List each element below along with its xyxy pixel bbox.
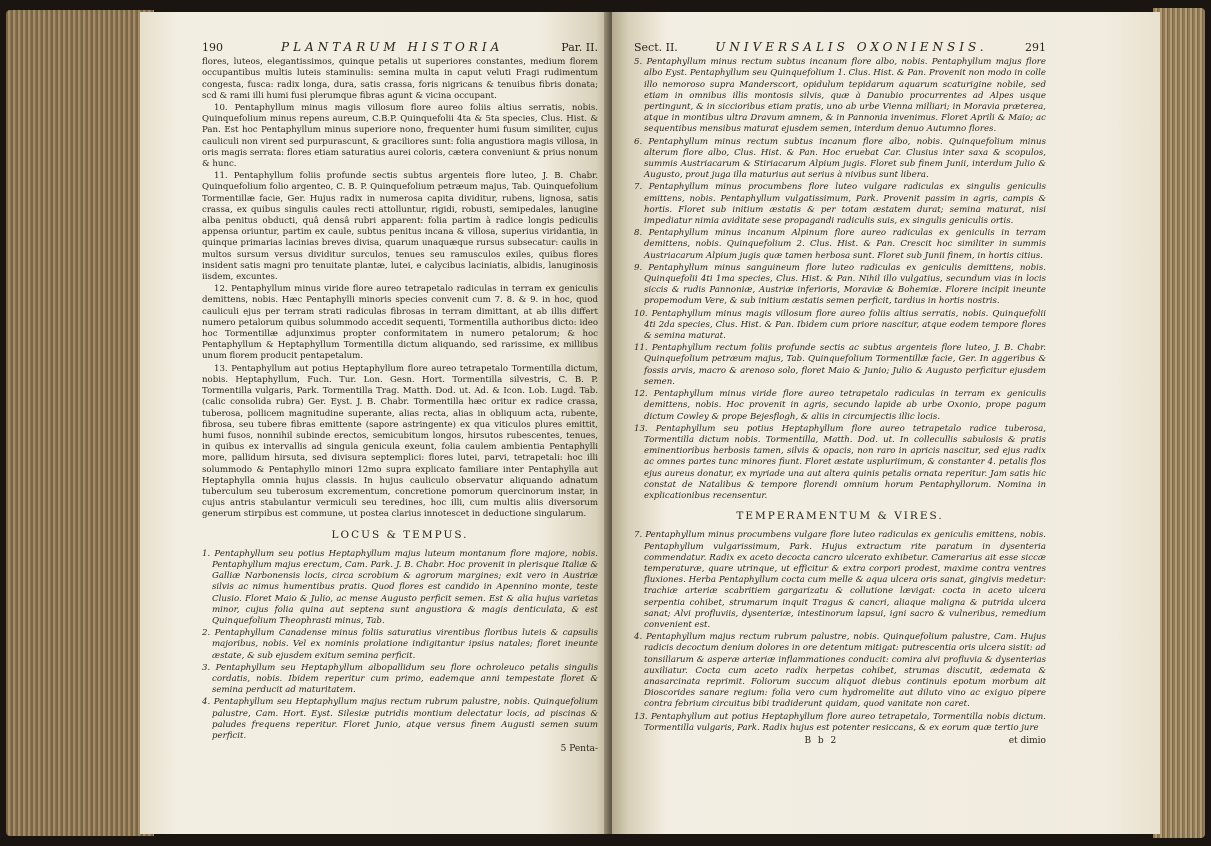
locus-item: 4. Pentaphyllum seu Heptaphyllum majus rectum rubrum palustre, nobis. Quinquefolium palustre, Cam. Hort. Eyst. Silesiæ putridis montium delectatur locis, ad piscinas & paludes frequens reperitur. Floret Junio, atque versus finem Augusti semen suum perficit. [202,697,598,741]
left-paragraph: 12. Pentaphyllum minus viride flore aureo tetrapetalo radiculas in terram ex geniculis demittens, nobis. Hæc Pentaphylli minoris species convenit cum 7. 8. & 9. in hoc, quod cauliculi ejus per terram strati radiculas fibrosas in terram dimittant, at ab illis differt numero petalorum quibus solummodo accedit sequenti, Tormentilla authoribus dicto: ideo hoc Tormentillæ adjunximus propter conformitatem in numero petalorum; & hoc Pentaphyllum & Heptaphyllum Tormentilla dictum aliquando, sed rarissime, ex millibus unum florem producit pentapetalum. [202,284,598,362]
left-paragraph: 13. Pentaphyllum aut potius Heptaphyllum flore aureo tetrapetalo Tormentilla dictum, nobis. Heptaphyllum, Fuch. Tur. Lon. Gesn. Hort. Tormentilla silvestris, C. B. P. Tormentilla vulgaris, Park. Tormentilla Trag. Matth. Dod. ut. Ad. & Icon. Lob. Lugd. Tab. (calic consolida rubra) Ger. Eyst. J. B. Chabr. Tormentilla hæc oritur ex radice crassa, tuberosa, pollicem magnitudine superante, alias recta, alias in obliquum acta, rubente, fibrosa, seu tubere fibras emittente (sapore astringente) ex qua viticulos plures emittit, humi fusos, nonnihil subinde erectos, semicubitum longos, hirsutos rubescentes, tenues, in quibus ex intervallis ad singula genicula exeunt, folia caulem ambientia Pentaphylli more, pallidum hirsuta, sed divisura septemplici: flores lutei, parvi, tetrapetali: hoc illi solummodo & Pentaphyllo minori 12mo supra explicato familiare inter Pentaphylla aut Heptaphylla omnia hujus classis. In hujus cauliculo observatur aliquando adnatum tuberculum seu tuberosum excrementum, concretione pomorum quercinorum instar, in cujus antris stabulantur vermiculi seu teredines, hoc illi, cum multis aliis diversorum generum stirpibus est commune, ut postea clarius innotescet in deductione singularum. [202,363,598,520]
right-footer-row [634,736,1046,747]
left-paragraph: flores, luteos, elegantissimos, quinque petalis ut superiores constantes, medium florem occupantibus multis luteis staminulis: semina multa in caput veluti Fragi rudimentum congesta, fusca: radix longa, dura, satis crassa, foris nigricans & tenuibus fibris donata; scd & rami illi humi fusi plerumque fibras agunt & vicina occupant. [202,57,598,101]
page-edges-right [1153,8,1205,838]
left-running-head [202,42,598,53]
locus-item: 10. Pentaphyllum minus magis villosum flore aureo foliis altius serratis, nobis. Quinquefolii 4ti 2da species, Clus. Hist. & Pan. Ibidem cum priore nascitur, atque eodem tempore flores & semina maturat. [634,308,1046,342]
locus-item: 11. Pentaphyllum rectum foliis profunde sectis ac subtus argenteis flore luteo, J. B. Chabr. Quinquefolium petræum majus, Tab. Quinquefolium Tormentillæ facie, Ger. In aggeribus & fossis arvis, macro & arenoso solo, floret Maio & Junio; Julio & Augusto perficitur ejusdem semen. [634,343,1046,387]
left-catchword-row [202,744,598,755]
page-edges-left [6,10,154,836]
left-page-content [202,42,598,755]
left-section-label: Par. II. [561,41,598,54]
locus-item: 13. Pentaphyllum seu potius Heptaphyllum flore aureo tetrapetalo radice tuberosa, Tormentilla dictum nobis. Tormentilla, Matth. Dod. ut. In collecullis sabulosis & pratis eminentioribus herbosis tamen, silvis & opacis, non raro in apricis nascitur, sed ejus radix ac omnes partes tunc minores fiunt. Floret æstate uspluriimum, & constanter 4. petalis flos ejus aureus donatur, ex myriade una aut altera quinis petalis ornata reperitur. Jam satis hic constat de Natalibus & tempore florendi omnium horum Pentaphyllorum. Nomina in explicationibus recensentur. [634,423,1046,501]
right-running-title: UNIVERSALIS OXONIENSIS. [715,40,988,54]
left-paragraph: 10. Pentaphyllum minus magis villosum flore aureo foliis altius serratis, nobis. Quinquefolium minus repens aureum, C.B.P. Quinquefolii 4ta & 5ta species, Clus. Hist. & Pan. Est hoc Pentaphyllum minus superiore nono, frequenter humi fusum similiter, cujus cauliculi non virent sed purpurascunt, & graciliores sunt: folia angustiora magis villosa, in oris magis serrata: flores etiam saturatius aurei coloris, cætera conveniunt & prius nonum & hunc. [202,103,598,170]
signature-mark: B b 2 [804,735,839,746]
locus-item: 5. Pentaphyllum minus rectum subtus incanum flore albo, nobis. Pentaphyllum majus flore albo Eyst. Pentaphyllum seu Quinquefolium 1. Clus. Hist. & Pan. Provenit non modo in colle illo nemoroso supra Manderscort, opidulum tepidarum aquarum scaturigine nobile, sed etiam in omnibus illis montosis silvis, quæ à Danubio procurrentes ad Alpes usque pertingunt, & in siccioribus etiam pratis, uno ab urbe Vienna milliari; in Moravia præterea, atque in montibus ultra Dravum amnem, & in Pannonia invenimus. Floret Aprili & Maio; ac sequentibus mensibus maturat ejusdem semen, interdum denuo Autumno flores. [634,57,1046,135]
locus-item: 6. Pentaphyllum minus rectum subtus incanum flore albo, nobis. Quinquefolium minus alterum flore albo, Clus. Hist. & Pan. Hoc eruebat Car. Clusius inter saxa & scopulos, summis Austriacarum & Stiriacarum Alpium jugis. Floret sub finem Junii, interdum Julio & Augusto, prout juga illa maturius aut serius à nivibus sunt libera. [634,136,1046,181]
temperamentum-heading: TEMPERAMENTUM & VIRES. [736,510,944,523]
vires-item: 4. Pentaphyllum majus rectum rubrum palustre, nobis. Quinquefolium palustre, Cam. Hujus radicis decoctum denium dolores in ore detentum mitigat: putrescentia oris ulcera sistit: ad tonsillarum & asperæ arteriæ inflammationes conducit: comira alvi profluvia & dysenterias auxiliatur. Cocta cum aceto radix herpetas cohibet, strumas discutit, ædemata & anasarcinata reprimit. Foliorum succum aliquot diebus continuis epotum morbum ait Dioscorides sanare regium: folia vero cum hydromelite aut diluto vino ac exiguo pipere contra febrium circuitus bibi tradiderunt quidam, quod vanitate non caret. [634,632,1046,710]
locus-item: 7. Pentaphyllum minus procumbens flore luteo vulgare radiculas ex singulis geniculis emittens, nobis. Pentaphyllum vulgatissimum, Park. Provenit passim in agris, campis & hortis. Floret sub initium æstatis & per totam æstatem durat; semina maturat, nisi impediatur nimia aviditate sese propagandi radiculis suis, ex singulis geniculis ortis. [634,182,1046,227]
left-catchword: 5 Penta- [560,744,598,755]
right-page [612,12,1160,834]
vires-item: 13. Pentaphyllum aut potius Heptaphyllum flore aureo tetrapetalo, Tormentilla nobis dictum. Tormentilla vulgaris, Park. Radix hujus est potenter resiccans, & ex eorum quæ tertio jure [634,711,1046,733]
locus-item: 2. Pentaphyllum Canadense minus foliis saturatius virentibus floribus luteis & capsulis majoribus, nobis. Vel ex nominis prolatione indigitantur ipsius natales; floret ineunte æstate, & sub ejusdem exitum semina perficit. [202,628,598,661]
right-running-head [634,42,1046,53]
locus-item: 8. Pentaphyllum minus incanum Alpinum flore aureo radiculas ex geniculis in terram demittens, nobis. Quinquefolium 2. Clus. Hist. & Pan. Crescit hoc similiter in summis Austriacarum Alpium jugis quæ tamen herbosa sunt. Floret sub Junii finem, in hortis citius. [634,228,1046,261]
locus-list-right [634,57,1046,502]
left-page-number: 190 [202,41,223,54]
left-running-title: PLANTARUM HISTORIA [281,40,504,54]
left-page [140,12,610,834]
right-page-content [634,42,1046,747]
locus-item: 1. Pentaphyllum seu potius Heptaphyllum majus luteum montanum flore majore, nobis. Pentaphyllum majus erectum, Cam. Park. J. B. Chabr. Hoc provenit in plerisque Italiæ & Galliæ Narbonensis locis, circa scrobium & agrorum margines; exit vero in Austriæ silvis ac nimus humentibus pratis. Quod flores est candido in Apennino monte, teste Clusio. Floret Maio & Julio, ac mense Augusto perficit semen. Est & alia hujus varietas minor, cujus folia quina aut septena sunt angustiora & magis denticulata, & est Quinquefolium Theophrasti minus, Tab. [202,548,598,626]
locus-heading: LOCUS & TEMPUS. [331,528,469,541]
locus-item: 9. Pentaphyllum minus sanguineum flore luteo radiculas ex geniculis demittens, nobis. Quinquefolii 4ti 1ma species, Clus. Hist. & Pan. Nihil illo vulgatius, secundum vias in locis siccis & rudis Pannoniæ, Austriæ inferioris, Moraviæ & Bohemiæ. Florere incipit ineunte propemodum Vere, & sub initium æstatis semen perficit, tardius in hortis nostris. [634,262,1046,307]
vires-list [634,530,1046,734]
left-paragraph: 11. Pentaphyllum foliis profunde sectis subtus argenteis flore luteo, J. B. Chabr. Quinquefolium folio argenteo, C. B. P. Quinquefolium petræum majus, Tab. Quinquefolium Tormentillæ facie, Ger. Hujus radix in numerosa capita dividitur, rubens, lignosa, satis crassa, ex quibus singulis caules recti attolluntur, rigidi, robusti, semipedales, lanugine alba penitus obducti, quâ densâ rubri apparent: folia partim à radice longis pediculis appensa oriuntur, partim ex caule, subtus penitus incana & villosa, superius viridantia, in quinque primarias lacinias breves divisa, quarum unaquæque rursus subsecatur: caulis in multos sursum versus dividitur surculos, tenues seu ramusculos exiles, quibus flores insident satis magni pro tenuitate plantæ, lutei, e calycibus laciniatis, albidis, lanuginosis iisdem, excuntes. [202,171,598,283]
vires-item: 7. Pentaphyllum minus procumbens vulgare flore luteo radiculas ex geniculis emittens, nobis. Pentaphyllum vulgarissimum, Park. Hujus extractum rite paratum in dysenteria commendatur. Radix ex aceto decocta cancro ulcerato exhibetur. Camerarius ait esse siccæ temperaturæ, quare utrinque, ut efficitur & extra corpori prodest, maxime contra ventres fluxiones. Herba Pentaphyllum cocta cum melle & aqua ulcera oris sanat, gingivis medetur: trachiæ arteriæ scabritiem gargarizatu & collutione lævigat: cocta in aceto ulcera serpentia cohibet, strumarum inquit Tragus & cancri, aliaque maligna & putrida ulcera sanat; Alvi profluviis, dysenteriæ, intestinorum lapsui, igni sacro & vulneribus, remedium convenient est. [634,530,1046,630]
locus-item: 12. Pentaphyllum minus viride flore aureo tetrapetalo radiculas in terram ex geniculis demittens, nobis. Hoc provenit in agris, secundo lapide ab urbe Oxonio, prope pagum dictum Cowley & prope Bejesflogh, & aliis in circumjectis illic locis. [634,389,1046,422]
right-page-number: 291 [1025,41,1046,54]
locus-list-left [202,549,598,742]
right-catchword: et dimio [1008,735,1046,746]
locus-item: 3. Pentaphyllum seu Heptaphyllum albopallidum seu flore ochroleuco petalis singulis cordatis, nobis. Ibidem reperitur cum primo, eademque anni tempestate floret & semina perducit ad maturitatem. [202,662,598,696]
right-section-label: Sect. II. [634,41,678,54]
